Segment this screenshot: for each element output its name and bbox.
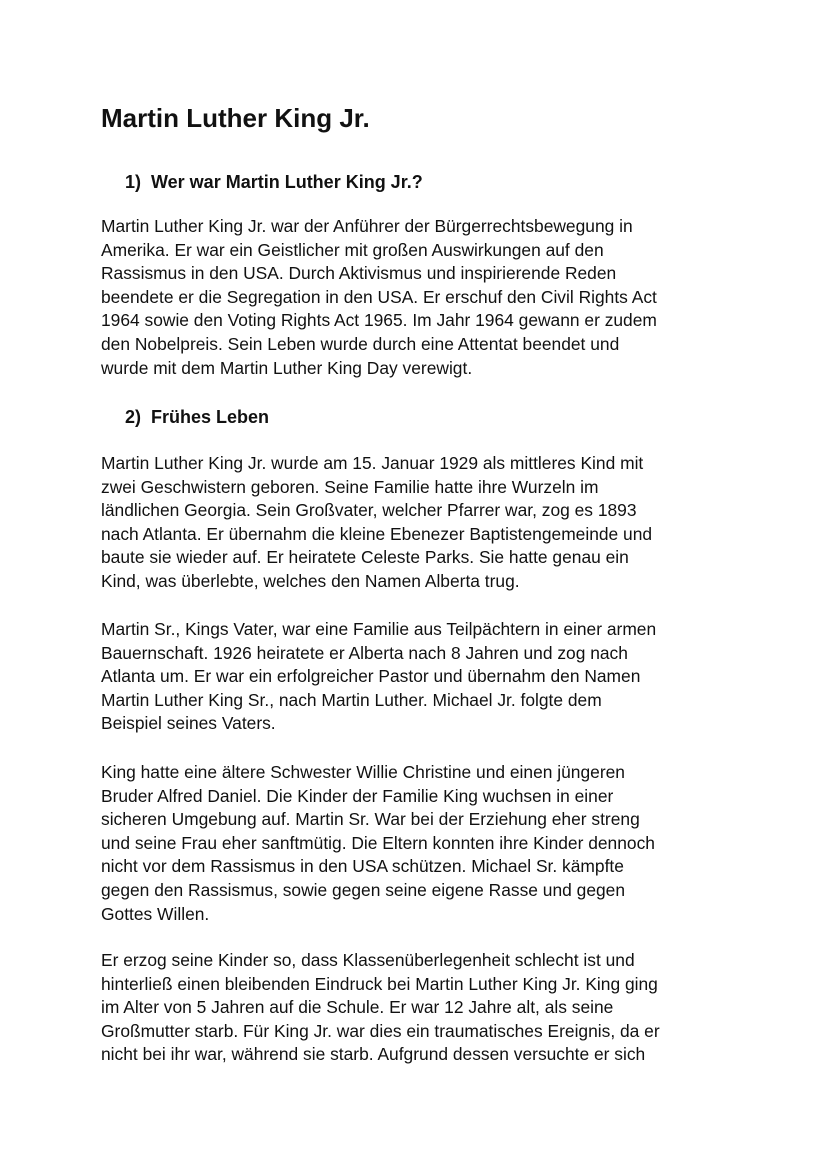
text-line: Großmutter starb. Für King Jr. war dies ein traumatisches Ereignis, da er bbox=[101, 1020, 660, 1041]
text-line: Bruder Alfred Daniel. Die Kinder der Familie King wuchsen in einer bbox=[101, 785, 614, 806]
text-line: Rassismus in den USA. Durch Aktivismus und inspirierende Reden bbox=[101, 263, 617, 284]
section-heading-text: Wer war Martin Luther King Jr.? bbox=[151, 172, 423, 192]
paragraph-2-3 bbox=[101, 761, 655, 926]
text-line: gegen den Rassismus, sowie gegen seine eigene Rasse und gegen bbox=[101, 879, 626, 900]
text-line: zwei Geschwistern geboren. Seine Familie hatte ihre Wurzeln im bbox=[101, 476, 599, 497]
text-line: Martin Luther King Jr. war der Anführer der Bürgerrechtsbewegung in bbox=[101, 216, 633, 236]
section-number: 2) bbox=[125, 407, 142, 427]
document-title: Martin Luther King Jr. bbox=[101, 103, 370, 133]
paragraph-1-1 bbox=[101, 215, 657, 380]
paragraph-2-2 bbox=[101, 618, 656, 736]
text-line: nach Atlanta. Er übernahm die kleine Ebenezer Baptistengemeinde und bbox=[101, 523, 653, 544]
text-line: im Alter von 5 Jahren auf die Schule. Er war 12 Jahre alt, als seine bbox=[101, 997, 614, 1018]
text-line: Bauernschaft. 1926 heiratete er Alberta nach 8 Jahren und zog nach bbox=[101, 642, 628, 663]
text-line: Atlanta um. Er war ein erfolgreicher Pastor und übernahm den Namen bbox=[101, 666, 641, 687]
section-heading-1 bbox=[125, 170, 423, 194]
text-line: baute sie wieder auf. Er heiratete Celeste Parks. Sie hatte genau ein bbox=[101, 547, 629, 568]
text-line: Martin Sr., Kings Vater, war eine Familie aus Teilpächtern in einer armen bbox=[101, 619, 657, 639]
text-line: nicht vor dem Rassismus in den USA schützen. Michael Sr. kämpfte bbox=[101, 856, 624, 877]
text-line: sicheren Umgebung auf. Martin Sr. War bei der Erziehung eher streng bbox=[101, 809, 640, 830]
paragraph-2-4 bbox=[101, 949, 660, 1067]
section-heading-text: Frühes Leben bbox=[151, 407, 270, 427]
text-line: hinterließ einen bleibenden Eindruck bei Martin Luther King Jr. King ging bbox=[101, 973, 658, 994]
text-line: Martin Luther King Jr. wurde am 15. Januar 1929 als mittleres Kind mit bbox=[101, 453, 644, 473]
text-line: Kind, was überlebte, welches den Namen Alberta trug. bbox=[101, 570, 520, 591]
text-line: und seine Frau eher sanftmütig. Die Eltern konnten ihre Kinder dennoch bbox=[101, 832, 655, 853]
text-line: Gottes Willen. bbox=[101, 903, 210, 924]
text-line: Er erzog seine Kinder so, dass Klassenüberlegenheit schlecht ist und bbox=[101, 950, 635, 970]
section-number: 1) bbox=[125, 172, 142, 192]
text-line: Amerika. Er war ein Geistlicher mit großen Auswirkungen auf den bbox=[101, 239, 604, 260]
text-line: den Nobelpreis. Sein Leben wurde durch eine Attentat beendet und bbox=[101, 333, 620, 354]
text-line: wurde mit dem Martin Luther King Day verewigt. bbox=[101, 357, 473, 378]
text-line: Beispiel seines Vaters. bbox=[101, 713, 276, 734]
text-line: King hatte eine ältere Schwester Willie Christine und einen jüngeren bbox=[101, 762, 625, 782]
text-line: nicht bei ihr war, während sie starb. Aufgrund dessen versuchte er sich bbox=[101, 1044, 646, 1065]
text-line: beendete er die Segregation in den USA. Er erschuf den Civil Rights Act bbox=[101, 286, 657, 307]
text-line: Martin Luther King Sr., nach Martin Luther. Michael Jr. folgte dem bbox=[101, 689, 602, 710]
section-heading-2 bbox=[125, 405, 269, 429]
paragraph-2-1 bbox=[101, 452, 652, 594]
text-line: 1964 sowie den Voting Rights Act 1965. Im Jahr 1964 gewann er zudem bbox=[101, 310, 657, 331]
text-line: ländlichen Georgia. Sein Großvater, welcher Pfarrer war, zog es 1893 bbox=[101, 500, 637, 521]
